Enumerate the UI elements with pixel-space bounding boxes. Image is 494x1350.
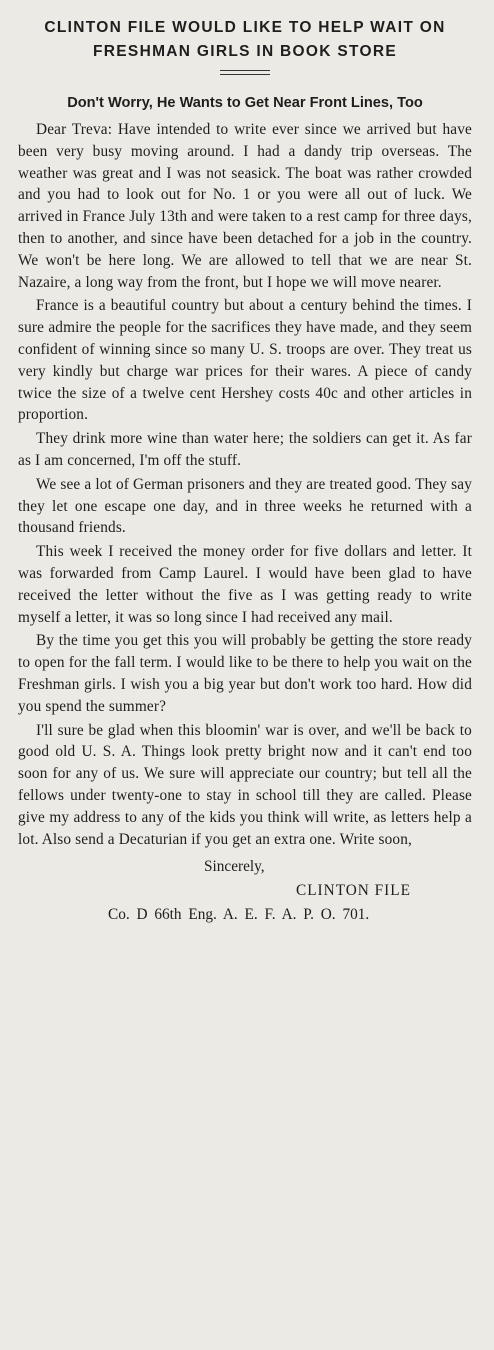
letter-paragraph-4: We see a lot of German prisoners and they are treated good. They say they let one escape one day, and in three weeks he returned with a thousand friends. — [18, 475, 472, 537]
headline: CLINTON FILE WOULD LIKE TO HELP WAIT ON FRESHMAN GIRLS IN BOOK STORE — [44, 19, 446, 60]
letter-paragraph-6: By the time you get this you will probably be getting the store ready to open for the fall term. I would like to be there to help you wait on the Freshman girls. I wish you a big year but don't work too hard. How did you spend the summer? — [18, 632, 472, 715]
letter-paragraph-1: Dear Treva: Have intended to write ever since we arrived but have been very busy moving around. I had a dandy trip overseas. The weather was great and I was not seasick. The boat was rather crowded and you had to look out for No. 1 or you were all out of luck. We arrived in France July 13th and were taken to a rest camp for three days, then to another, and since have been detached for a job in the country. We won't be here long. We are allowed to tell that we are near St. Nazaire, a long way from the front, but I hope we will move nearer. — [18, 121, 472, 291]
letter-paragraph-5: This week I received the money order for five dollars and letter. It was forwarded from Camp Laurel. I would have been glad to have received the letter without the five as I was getting ready to write myself a letter, it was so long since I had received any mail. — [18, 543, 472, 626]
letter-paragraph-2: France is a beautiful country but about a century behind the times. I sure admire the people for the sacrifices they have made, and they seem confident of winning since so many U. S. troops are over. They treat us very kindly but charge war prices for their wares. A piece of candy twice the size of a twelve cent Hershey costs 40c and other articles in proportion. — [18, 297, 472, 424]
letter-paragraph-7: I'll sure be glad when this bloomin' war is over, and we'll be back to good old U. S. A. Things look pretty bright now and it can't end too soon for any of us. We sure will appreciate our country; but tell all the fellows under twenty-one to stay in school till they are called. Please give my address to any of the kids you think will write, as letters help a lot. Also send a Decaturian if you get an extra one. Write soon, — [18, 721, 472, 848]
letter-paragraph-3: They drink more wine than water here; the soldiers can get it. As far as I am concerned, I'm off the stuff. — [18, 430, 472, 469]
subheadline: Don't Worry, He Wants to Get Near Front Lines, Too — [67, 95, 423, 111]
military-address: Co. D 66th Eng. A. E. F. A. P. O. 701. — [108, 906, 370, 924]
letter-body — [18, 119, 472, 850]
letter-signature: CLINTON FILE — [296, 882, 411, 900]
headline-divider — [220, 70, 270, 75]
letter-closing: Sincerely, — [204, 858, 265, 876]
